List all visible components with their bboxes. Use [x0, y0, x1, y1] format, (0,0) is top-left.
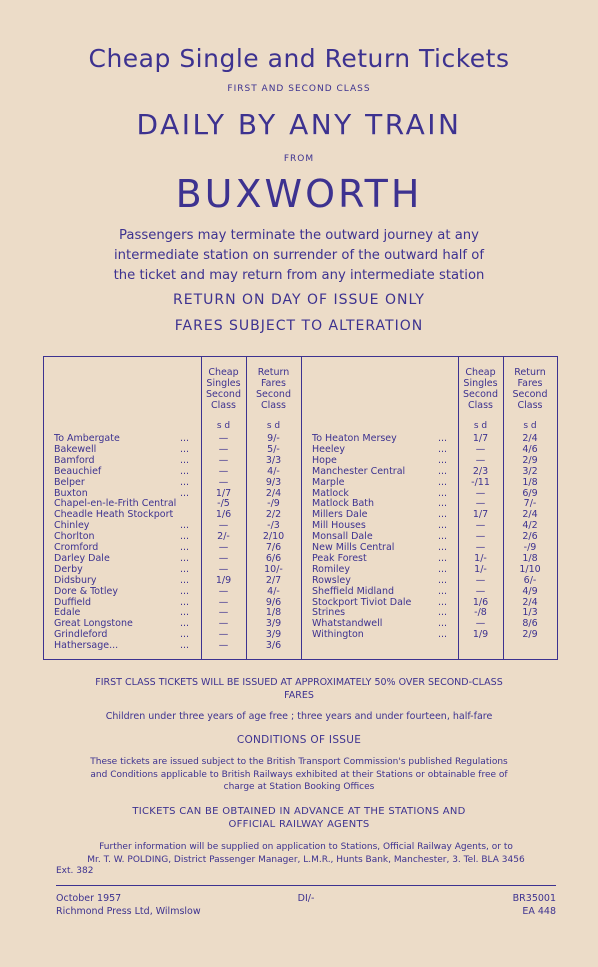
table-divider [301, 357, 302, 659]
cheap-single-fare: — [218, 476, 229, 488]
return-fare: 2/9 [522, 629, 538, 641]
leader-dots: ... [438, 552, 448, 564]
header-line: Class [261, 400, 286, 411]
return-fare: 2/4 [522, 433, 538, 444]
cheap-single-fare: — [218, 607, 229, 619]
station-name-cell: Darley Dale [54, 552, 110, 564]
return-fare: 4/- [267, 465, 280, 477]
leader-dots: ... [438, 531, 448, 543]
station-name-cell: Heeley [312, 443, 345, 455]
header-line: Second [206, 389, 241, 400]
station-name-cell: Chapel-en-le-Frith Central [54, 498, 177, 510]
cheap-single-fare: — [475, 618, 486, 630]
leader-dots: ... [180, 629, 190, 641]
header-line: Cheap [208, 367, 239, 378]
first-class-note [0, 676, 598, 702]
leader-dots: ... [180, 487, 190, 499]
cheap-single-fare: 1/- [474, 552, 487, 564]
cheap-single-fare: — [475, 454, 486, 466]
return-fare: 2/9 [522, 454, 538, 466]
header-line: Class [468, 400, 493, 411]
cheap-single-fare: — [218, 585, 229, 597]
cheap-single-fare: — [218, 552, 229, 564]
cheap-single-fare: — [218, 433, 229, 444]
leader-dots: ... [438, 563, 448, 575]
header-line: Singles [206, 378, 241, 389]
cheap-single-fare: 1/7 [472, 509, 489, 521]
leader-dots: ... [438, 487, 448, 499]
footer-date: October 1957 [56, 893, 122, 904]
leader-dots: ... [180, 640, 190, 652]
header-line: Singles [463, 378, 498, 389]
cheap-single-fare: — [218, 563, 229, 575]
station-name-cell: Rowsley [312, 574, 351, 586]
header-line: Return [514, 367, 546, 378]
header-line: Second [512, 389, 548, 400]
notice-line: intermediate station on surrender of the outward half of [114, 248, 484, 263]
header-cheap-left [201, 367, 246, 411]
return-fare: 4/- [267, 585, 280, 597]
footer-printer: Richmond Press Ltd, Wilmslow [56, 906, 201, 917]
notice-text [0, 226, 598, 286]
station-name-cell: Bamford [54, 454, 95, 466]
station-name-cell: Hathersage... [54, 640, 119, 652]
return-fare: 2/2 [265, 509, 282, 521]
leader-dots: ... [180, 443, 190, 455]
station-name-cell: Cheadle Heath Stockport [54, 509, 174, 521]
leader-dots: ... [438, 443, 448, 455]
station-name-cell: Marple [312, 476, 345, 488]
station-name-cell: Withington [312, 629, 364, 641]
conditions-title: CONDITIONS OF ISSUE [236, 734, 362, 746]
class-subtitle: FIRST AND SECOND CLASS [227, 84, 371, 94]
cheap-single-fare: -/8 [474, 607, 487, 619]
return-fare: 3/9 [265, 618, 282, 630]
leader-dots: ... [438, 476, 448, 488]
station-name-cell: Stockport Tiviot Dale [312, 596, 412, 608]
header-line: Cheap [465, 367, 496, 378]
return-fare: 9/6 [265, 596, 282, 608]
station-name-cell: Sheffield Midland [312, 585, 394, 597]
footer-left [56, 892, 201, 918]
station-name-cell: Matlock Bath [312, 498, 375, 510]
conditions-line: and Conditions applicable to British Railways exhibited at their Stations or obtainable free of [90, 769, 508, 780]
header-cheap-right [458, 367, 503, 411]
cheap-single-fare: — [475, 531, 486, 543]
return-fare: 1/8 [522, 552, 538, 564]
cheap-single-fare: 1/7 [472, 433, 489, 444]
station-name-cell: Whatstandwell [312, 618, 383, 630]
station-name-cell: Derby [54, 563, 83, 575]
header-return-right [503, 367, 557, 411]
advance-line: TICKETS CAN BE OBTAINED IN ADVANCE AT THE STATIONS AND [132, 806, 466, 817]
header-line: Class [517, 400, 543, 411]
cheap-single-fare: 1/9 [215, 574, 232, 586]
return-fare: 9/3 [265, 476, 282, 488]
return-fare: 2/6 [522, 531, 538, 543]
footer-ref: EA 448 [522, 906, 556, 917]
leader-dots: ... [180, 607, 190, 619]
return-fare: 7/6 [265, 542, 282, 553]
station-name-cell: Dore & Totley [54, 585, 118, 597]
station-name-cell: Manchester Central [312, 465, 406, 477]
station-name-cell: Edale [54, 607, 81, 619]
leader-dots: ... [438, 629, 448, 641]
cheap-single-fare: -/5 [217, 498, 230, 510]
leader-dots: ... [180, 520, 190, 532]
return-fare: 1/10 [519, 563, 541, 575]
station-name-cell: Chorlton [54, 531, 95, 543]
cheap-single-fare: — [218, 443, 229, 455]
return-fare: 1/8 [265, 607, 282, 619]
cheap-single-fare: 1/6 [215, 509, 232, 521]
return-fare: -/3 [267, 520, 280, 532]
station-name-cell: To Ambergate [54, 433, 120, 444]
return-fare: -/9 [523, 542, 537, 553]
fares-table [43, 356, 558, 660]
station-name-cell: Millers Dale [312, 509, 368, 521]
station-name-cell: Mill Houses [312, 520, 366, 532]
leader-dots: ... [180, 618, 190, 630]
cheap-single-fare: — [475, 487, 486, 499]
children-note: Children under three years of age free ; three years and under fourteen, half-fare [105, 711, 493, 722]
station-name-cell: Duffield [54, 596, 92, 608]
cheap-single-fare: — [475, 542, 486, 553]
cheap-single-fare: 2/3 [472, 465, 489, 477]
header-line: Second [463, 389, 498, 400]
leader-dots: ... [438, 454, 448, 466]
header-line: Fares [517, 378, 543, 389]
leader-dots: ... [180, 585, 190, 597]
further-line: Mr. T. W. POLDING, District Passenger Manager, L.M.R., Hunts Bank, Manchester, 3. Tel. BLA 3456 [87, 854, 525, 865]
conditions-line: These tickets are issued subject to the British Transport Commission's published Regulations [90, 757, 508, 767]
cheap-single-fare: — [218, 640, 229, 652]
leader-dots: ... [180, 476, 190, 488]
leader-dots: ... [180, 574, 190, 586]
from-label: FROM [283, 154, 315, 164]
header-return-left [246, 367, 301, 411]
return-fare: 2/4 [522, 596, 538, 608]
return-fare: 2/4 [522, 509, 538, 521]
units-label: s d [266, 421, 281, 431]
cheap-single-fare: — [218, 618, 229, 630]
leader-dots: ... [180, 465, 190, 477]
return-fare: 5/- [267, 443, 280, 455]
return-fare: -/9 [267, 498, 280, 510]
cheap-single-fare: — [475, 520, 486, 532]
leader-dots: ... [180, 531, 190, 543]
leader-dots: ... [438, 433, 448, 444]
extension: Ext. 382 [56, 866, 94, 876]
station-name: BUXWORTH [175, 172, 423, 216]
cheap-single-fare: — [218, 465, 229, 477]
leader-dots: ... [180, 542, 190, 553]
footer-rule [56, 885, 556, 886]
leader-dots: ... [438, 542, 448, 553]
leader-dots: ... [438, 618, 448, 630]
station-name-cell: Peak Forest [312, 552, 367, 564]
header-line: Class [211, 400, 236, 411]
return-fare: 6/9 [522, 487, 538, 499]
leader-dots: ... [438, 520, 448, 532]
return-condition: RETURN ON DAY OF ISSUE ONLY [173, 292, 425, 308]
return-fare: 2/7 [265, 574, 282, 586]
footer-ref: BR35001 [512, 893, 556, 904]
headline: DAILY BY ANY TRAIN [136, 108, 462, 141]
conditions-line: charge at Station Booking Offices [223, 782, 375, 792]
cheap-single-fare: 1/7 [215, 487, 232, 499]
first-class-line: FIRST CLASS TICKETS WILL BE ISSUED AT APPROXIMATELY 50% OVER SECOND-CLASS [95, 677, 503, 688]
cheap-single-fare: — [218, 454, 229, 466]
station-name-cell: To Heaton Mersey [312, 433, 397, 444]
station-name-cell: Bakewell [54, 443, 97, 455]
cheap-single-fare: -/11 [471, 476, 490, 488]
station-name-cell: Chinley [54, 520, 90, 532]
cheap-single-fare: — [218, 520, 229, 532]
station-name-cell: Romiley [312, 563, 350, 575]
first-class-line: FARES [284, 690, 314, 701]
return-fare: 7/- [523, 498, 537, 510]
station-name-cell: Strines [312, 607, 346, 619]
cheap-single-fare: 1/6 [472, 596, 489, 608]
station-name-cell: Cromford [54, 542, 99, 553]
footer-refs [480, 892, 556, 918]
station-name-cell: Matlock [312, 487, 349, 499]
cheap-single-fare: — [475, 585, 486, 597]
station-name-cell: New Mills Central [312, 542, 395, 553]
conditions-text [0, 756, 598, 794]
cheap-single-fare: — [218, 596, 229, 608]
cheap-single-fare: 1/- [474, 563, 487, 575]
station-name-cell: Didsbury [54, 574, 97, 586]
cheap-single-fare: 1/9 [472, 629, 489, 641]
cheap-single-fare: 2/- [217, 531, 230, 543]
header-line: Return [257, 367, 290, 378]
return-fare: 2/4 [265, 487, 282, 499]
return-fare: 1/3 [522, 607, 538, 619]
return-fare: 4/2 [522, 520, 538, 532]
return-fare: 10/- [264, 563, 283, 575]
cheap-single-fare: — [475, 574, 486, 586]
leader-dots: ... [438, 465, 448, 477]
units-label: s d [216, 421, 231, 431]
leader-dots: ... [438, 509, 448, 521]
notice-line: Passengers may terminate the outward journey at any [119, 228, 479, 243]
advance-line: OFFICIAL RAILWAY AGENTS [228, 819, 370, 830]
cheap-single-fare: — [218, 629, 229, 641]
units-label: s d [523, 421, 537, 431]
station-name-cell: Grindleford [54, 629, 108, 641]
notice-line: the ticket and may return from any intermediate station [113, 268, 485, 283]
cheap-single-fare: — [475, 498, 486, 510]
return-fare: 9/- [267, 433, 280, 444]
header-line: Fares [261, 378, 286, 389]
leader-dots: ... [180, 454, 190, 466]
station-name-cell: Beauchief [54, 465, 102, 477]
advance-note [0, 805, 598, 831]
return-fare: 4/6 [522, 443, 538, 455]
return-fare: 1/8 [522, 476, 538, 488]
further-line: Further information will be supplied on application to Stations, Official Railway Agents, or to [99, 842, 513, 852]
return-fare: 2/10 [262, 531, 285, 543]
footer-code: DI/- [297, 893, 315, 904]
further-info [56, 841, 556, 866]
leader-dots: ... [180, 563, 190, 575]
station-name-cell: Belper [54, 476, 85, 488]
return-fare: 8/6 [522, 618, 538, 630]
leader-dots: ... [180, 552, 190, 564]
return-fare: 3/9 [265, 629, 282, 641]
cheap-single-fare: — [475, 443, 486, 455]
return-fare: 6/6 [265, 552, 282, 564]
return-fare: 3/6 [265, 640, 282, 652]
station-name-cell: Hope [312, 454, 337, 466]
station-name-cell: Great Longstone [54, 618, 133, 630]
leader-dots: ... [438, 607, 448, 619]
leader-dots: ... [438, 574, 448, 586]
return-fare: 3/3 [265, 454, 282, 466]
poster-title: Cheap Single and Return Tickets [88, 44, 510, 73]
station-name-cell: Monsall Dale [312, 531, 373, 543]
station-name-cell: Buxton [54, 487, 88, 499]
leader-dots: ... [180, 433, 190, 444]
alteration-condition: FARES SUBJECT TO ALTERATION [174, 318, 424, 334]
return-fare: 6/- [523, 574, 537, 586]
cheap-single-fare: — [218, 542, 229, 553]
leader-dots: ... [438, 498, 448, 510]
leader-dots: ... [438, 585, 448, 597]
leader-dots: ... [180, 596, 190, 608]
return-fare: 3/2 [522, 465, 538, 477]
return-fare: 4/9 [522, 585, 538, 597]
leader-dots: ... [438, 596, 448, 608]
units-label: s d [473, 421, 488, 431]
header-line: Second [256, 389, 291, 400]
